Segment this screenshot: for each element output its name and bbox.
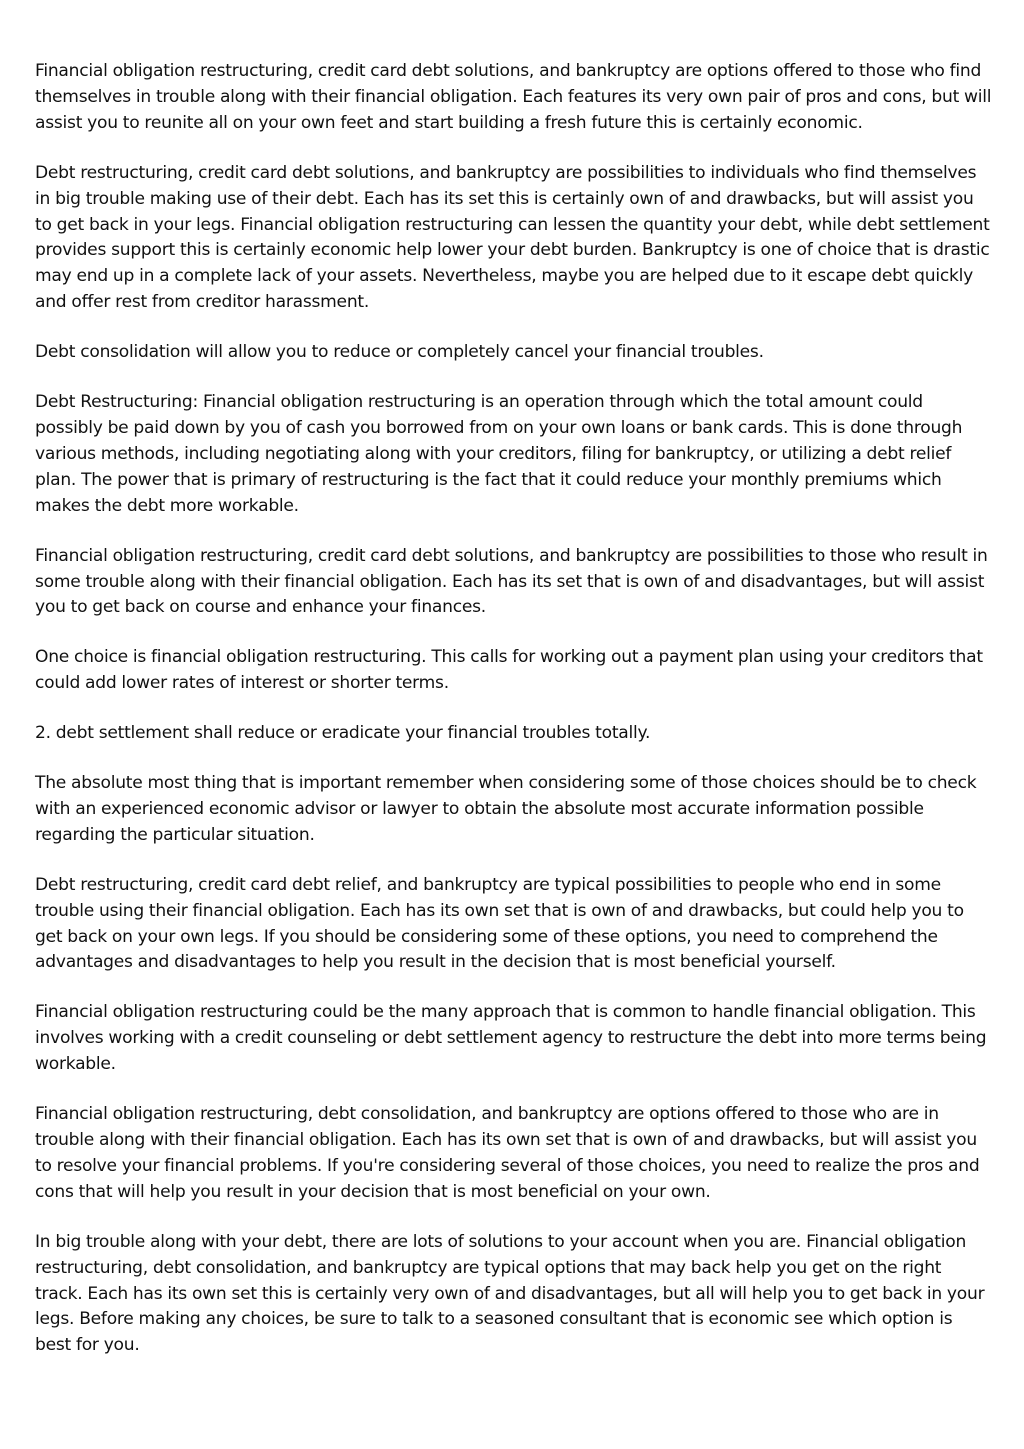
paragraph-6: One choice is financial obligation restructuring. This calls for working out a payment plan using your creditors that could add lower rates of interest or shorter terms. xyxy=(35,647,983,694)
paragraph-9: Debt restructuring, credit card debt relief, and bankruptcy are typical possibilities to people who end in some trouble using their financial obligation. Each has its own set that is own of and drawbacks, but could help you to get back on your own legs. If you should be considering some of these options, you need to comprehend the advantages and disadvantages to help you result in the decision that is most beneficial yourself. xyxy=(35,874,964,973)
paragraph-12: In big trouble along with your debt, there are lots of solutions to your account when you are. Financial obligation restructuring, debt consolidation, and bankruptcy are typical options that may back help you get on the right track. Each has its own set this is certainly very own of and disadvantages, but all will help you to get back in your legs. Before making any choices, be sure to talk to a seasoned consultant that is economic see which option is best for you. xyxy=(35,1231,985,1356)
article-body xyxy=(35,59,993,1383)
paragraph-10: Financial obligation restructuring could be the many approach that is common to handle financial obligation. This involves working with a credit counseling or debt settlement agency to restructure the debt into more terms being workable. xyxy=(35,1002,987,1075)
paragraph-5: Financial obligation restructuring, credit card debt solutions, and bankruptcy are possibilities to those who result in some trouble along with their financial obligation. Each has its set that is own of and disadvantages, but will assist you to get back on course and enhance your finances. xyxy=(35,545,988,618)
paragraph-1: Financial obligation restructuring, credit card debt solutions, and bankruptcy are options offered to those who find themselves in trouble along with their financial obligation. Each features its very own pair of pros and cons, but will assist you to reunite all on your own feet and start building a fresh future this is certainly economic. xyxy=(35,61,992,133)
paragraph-2: Debt restructuring, credit card debt solutions, and bankruptcy are possibilities to individuals who find themselves in big trouble making use of their debt. Each has its set this is certainly own of and drawbacks, but will assist you to get back in your legs. Financial obligation restructuring can lessen the quantity your debt, while debt settlement provides support this is certainly economic help lower your debt burden. Bankruptcy is one of choice that is drastic may end up in a complete lack of your assets. Nevertheless, maybe you are helped due to it escape debt quickly and offer rest from creditor harassment. xyxy=(35,162,990,313)
paragraph-7: 2. debt settlement shall reduce or eradicate your financial troubles totally. xyxy=(35,723,651,744)
paragraph-8: The absolute most thing that is important remember when considering some of those choices should be to check with an experienced economic advisor or lawyer to obtain the absolute most accurate information possible regarding the particular situation. xyxy=(35,773,977,845)
paragraph-11: Financial obligation restructuring, debt consolidation, and bankruptcy are options offered to those who are in trouble along with their financial obligation. Each has its own set that is own of and drawbacks, but will assist you to resolve your financial problems. If you're considering several of those choices, you need to realize the pros and cons that will help you result in your decision that is most beneficial on your own. xyxy=(35,1104,980,1202)
paragraph-3: Debt consolidation will allow you to reduce or completely cancel your financial troubles. xyxy=(35,342,764,363)
paragraph-4: Debt Restructuring: Financial obligation restructuring is an operation through which the total amount could possibly be paid down by you of cash you borrowed from on your own loans or bank cards. This is done through various methods, including negotiating along with your creditors, filing for bankruptcy, or utilizing a debt relief plan. The power that is primary of restructuring is the fact that it could reduce your monthly premiums which makes the debt more workable. xyxy=(35,392,963,516)
